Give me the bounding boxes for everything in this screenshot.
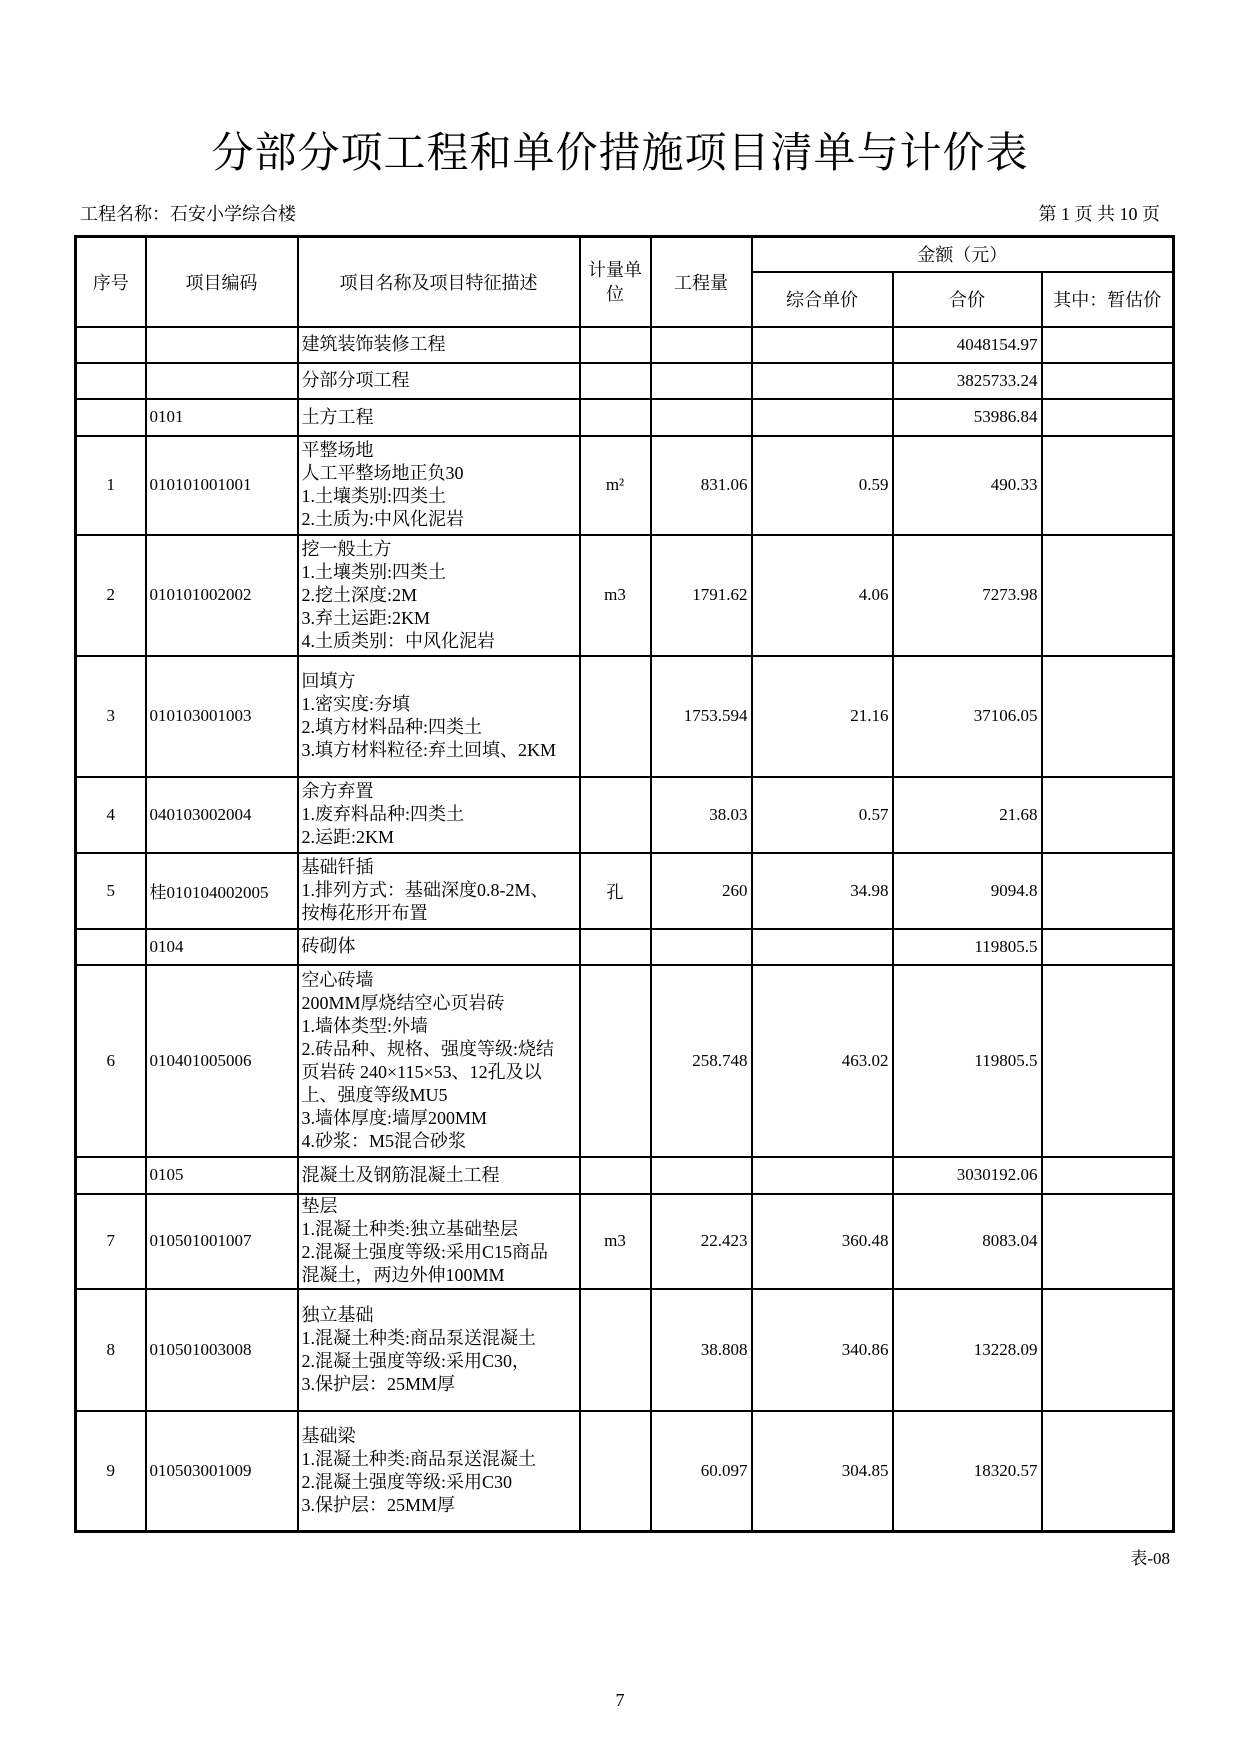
row-total: 37106.05 <box>893 656 1042 777</box>
table-code: 表-08 <box>1130 1549 1170 1568</box>
row-total: 490.33 <box>893 436 1042 535</box>
description-line: 挖一般土方 <box>301 538 392 559</box>
row-unit <box>580 1289 651 1411</box>
row-description <box>298 965 580 1157</box>
row-provisional <box>1042 777 1174 853</box>
description-line: 4.砂浆：M5混合砂浆 <box>301 1130 467 1151</box>
row-quantity <box>651 1157 752 1194</box>
row-code: 040103002004 <box>146 777 298 853</box>
row-code: 010101002002 <box>146 535 298 656</box>
row-total: 8083.04 <box>893 1194 1042 1289</box>
header-qty: 工程量 <box>651 237 752 327</box>
description-line: 砖砌体 <box>301 936 356 956</box>
row-provisional <box>1042 1289 1174 1411</box>
row-provisional <box>1042 436 1174 535</box>
description-line: 基础梁 <box>301 1425 356 1446</box>
row-description <box>298 363 580 399</box>
row-quantity: 258.748 <box>651 965 752 1157</box>
row-quantity: 38.03 <box>651 777 752 853</box>
description-line: 1.排列方式：基础深度0.8-2M、 <box>301 880 549 900</box>
row-description <box>298 929 580 965</box>
row-provisional <box>1042 1194 1174 1289</box>
description-line: 页岩砖 240×115×53、12孔及以 <box>301 1061 542 1082</box>
header-amount: 金额（元） <box>752 237 1174 272</box>
row-code: 0101 <box>146 399 298 436</box>
row-unit <box>580 327 651 363</box>
row-code <box>146 327 298 363</box>
row-quantity: 1791.62 <box>651 535 752 656</box>
row-unit-price: 304.85 <box>752 1411 893 1532</box>
table-row <box>76 535 1174 656</box>
page-number: 7 <box>615 1690 625 1710</box>
description-line: 上、强度等级MU5 <box>301 1084 448 1105</box>
row-code: 0105 <box>146 1157 298 1194</box>
row-seq: 4 <box>76 777 146 853</box>
description-line: 1.密实度:夯填 <box>301 694 411 714</box>
description-line: 3.墙体厚度:墙厚200MM <box>301 1107 488 1128</box>
row-unit <box>580 1157 651 1194</box>
row-seq <box>76 363 146 399</box>
description-line: 1.混凝土种类:独立基础垫层 <box>301 1219 518 1239</box>
row-seq: 6 <box>76 965 146 1157</box>
table-row <box>76 399 1174 436</box>
description-line: 3.保护层：25MM厚 <box>301 1373 456 1394</box>
row-quantity: 38.808 <box>651 1289 752 1411</box>
row-description <box>298 436 580 535</box>
row-description <box>298 1289 580 1411</box>
row-seq: 5 <box>76 853 146 929</box>
row-description <box>298 656 580 777</box>
row-unit: m3 <box>580 1194 651 1289</box>
row-unit-price: 34.98 <box>752 853 893 929</box>
description-line: 混凝土及钢筋混凝土工程 <box>301 1164 500 1185</box>
row-provisional <box>1042 965 1174 1157</box>
description-line: 2.混凝土强度等级:采用C30 <box>301 1471 513 1492</box>
row-provisional <box>1042 1157 1174 1194</box>
header-code: 项目编码 <box>146 237 298 327</box>
row-quantity: 260 <box>651 853 752 929</box>
description-line: 1.混凝土种类:商品泵送混凝土 <box>301 1448 536 1469</box>
description-line: 按梅花形开布置 <box>301 903 428 923</box>
row-code: 桂010104002005 <box>146 853 298 929</box>
row-total: 7273.98 <box>893 535 1042 656</box>
description-line: 1.废弃料品种:四类土 <box>301 804 465 824</box>
table-row <box>76 1289 1174 1411</box>
description-line: 回填方 <box>301 671 356 691</box>
description-line: 余方弃置 <box>301 781 374 801</box>
description-line: 空心砖墙 <box>301 969 374 990</box>
row-description <box>298 327 580 363</box>
row-total: 4048154.97 <box>893 327 1042 363</box>
row-code: 010501003008 <box>146 1289 298 1411</box>
row-description <box>298 535 580 656</box>
row-seq <box>76 327 146 363</box>
row-unit <box>580 777 651 853</box>
row-seq <box>76 929 146 965</box>
description-line: 建筑装饰装修工程 <box>301 334 446 354</box>
table-row <box>76 1411 1174 1532</box>
row-unit-price: 360.48 <box>752 1194 893 1289</box>
description-line: 1.土壤类别:四类土 <box>301 486 447 506</box>
description-line: 2.土质为:中风化泥岩 <box>301 509 465 529</box>
description-line: 3.弃土运距:2KM <box>301 607 431 628</box>
row-code: 010103001003 <box>146 656 298 777</box>
description-line: 2.运距:2KM <box>301 827 395 847</box>
row-seq: 3 <box>76 656 146 777</box>
row-total: 119805.5 <box>893 929 1042 965</box>
row-unit-price: 0.57 <box>752 777 893 853</box>
row-provisional <box>1042 399 1174 436</box>
row-code: 010501001007 <box>146 1194 298 1289</box>
row-unit-price <box>752 399 893 436</box>
description-line: 1.混凝土种类:商品泵送混凝土 <box>301 1327 536 1348</box>
row-unit <box>580 363 651 399</box>
description-line: 200MM厚烧结空心页岩砖 <box>301 992 505 1013</box>
row-unit-price <box>752 929 893 965</box>
table-row <box>76 929 1174 965</box>
row-unit <box>580 399 651 436</box>
row-code: 010401005006 <box>146 965 298 1157</box>
description-line: 4.土质类别：中风化泥岩 <box>301 630 495 651</box>
project-name: 工程名称：石安小学综合楼 <box>80 204 296 224</box>
row-unit-price: 21.16 <box>752 656 893 777</box>
header-provisional: 其中：暂估价 <box>1042 272 1174 327</box>
header-total: 合价 <box>893 272 1042 327</box>
row-unit-price: 4.06 <box>752 535 893 656</box>
row-provisional <box>1042 327 1174 363</box>
row-unit: 孔 <box>580 853 651 929</box>
header-desc: 项目名称及项目特征描述 <box>298 237 580 327</box>
row-seq: 2 <box>76 535 146 656</box>
header-unit: 计量单位 <box>580 237 651 327</box>
description-line: 2.砖品种、规格、强度等级:烧结 <box>301 1038 554 1059</box>
description-line: 独立基础 <box>301 1304 374 1325</box>
description-line: 1.墙体类型:外墙 <box>301 1015 429 1036</box>
row-description <box>298 853 580 929</box>
row-unit: m3 <box>580 535 651 656</box>
row-quantity <box>651 327 752 363</box>
description-line: 混凝土，两边外伸100MM <box>301 1265 505 1285</box>
table-row <box>76 853 1174 929</box>
row-provisional <box>1042 853 1174 929</box>
row-total: 119805.5 <box>893 965 1042 1157</box>
row-total: 53986.84 <box>893 399 1042 436</box>
row-unit: m² <box>580 436 651 535</box>
row-description <box>298 1411 580 1532</box>
row-description <box>298 777 580 853</box>
description-line: 3.保护层：25MM厚 <box>301 1494 456 1515</box>
row-unit-price: 0.59 <box>752 436 893 535</box>
header-seq: 序号 <box>76 237 146 327</box>
description-line: 土方工程 <box>301 406 374 427</box>
table-row <box>76 1157 1174 1194</box>
row-unit <box>580 929 651 965</box>
row-provisional <box>1042 929 1174 965</box>
row-code <box>146 363 298 399</box>
row-unit <box>580 656 651 777</box>
row-provisional <box>1042 535 1174 656</box>
table-row <box>76 1194 1174 1289</box>
table-row <box>76 436 1174 535</box>
row-quantity: 831.06 <box>651 436 752 535</box>
row-unit <box>580 965 651 1157</box>
row-provisional <box>1042 363 1174 399</box>
table-row <box>76 656 1174 777</box>
row-unit-price: 463.02 <box>752 965 893 1157</box>
description-line: 1.土壤类别:四类土 <box>301 561 447 582</box>
row-seq <box>76 1157 146 1194</box>
table-row <box>76 327 1174 363</box>
description-line: 2.混凝土强度等级:采用C30， <box>301 1350 531 1371</box>
row-quantity <box>651 929 752 965</box>
description-line: 2.混凝土强度等级:采用C15商品 <box>301 1242 549 1262</box>
pricing-table <box>74 235 1175 1533</box>
row-provisional <box>1042 656 1174 777</box>
row-unit-price <box>752 363 893 399</box>
row-total: 3825733.24 <box>893 363 1042 399</box>
description-line: 3.填方材料粒径:弃土回填、2KM <box>301 740 557 760</box>
description-line: 人工平整场地正负30 <box>301 463 464 483</box>
description-line: 2.填方材料品种:四类土 <box>301 717 483 737</box>
row-total: 9094.8 <box>893 853 1042 929</box>
row-description <box>298 1157 580 1194</box>
description-line: 平整场地 <box>301 440 374 460</box>
row-seq: 8 <box>76 1289 146 1411</box>
row-unit-price: 340.86 <box>752 1289 893 1411</box>
row-seq <box>76 399 146 436</box>
description-line: 基础钎插 <box>301 857 374 877</box>
row-quantity <box>651 363 752 399</box>
row-code: 010101001001 <box>146 436 298 535</box>
row-seq: 7 <box>76 1194 146 1289</box>
row-code: 010503001009 <box>146 1411 298 1532</box>
row-provisional <box>1042 1411 1174 1532</box>
header-unit-price: 综合单价 <box>752 272 893 327</box>
row-unit <box>580 1411 651 1532</box>
row-total: 3030192.06 <box>893 1157 1042 1194</box>
row-quantity <box>651 399 752 436</box>
description-line: 2.挖土深度:2M <box>301 584 418 605</box>
row-seq: 1 <box>76 436 146 535</box>
row-seq: 9 <box>76 1411 146 1532</box>
row-code: 0104 <box>146 929 298 965</box>
page-title: 分部分项工程和单价措施项目清单与计价表 <box>211 128 1029 177</box>
row-quantity: 1753.594 <box>651 656 752 777</box>
row-unit-price <box>752 327 893 363</box>
row-quantity: 22.423 <box>651 1194 752 1289</box>
table-row <box>76 965 1174 1157</box>
description-line: 分部分项工程 <box>301 370 410 390</box>
description-line: 垫层 <box>301 1196 338 1216</box>
row-quantity: 60.097 <box>651 1411 752 1532</box>
row-description <box>298 1194 580 1289</box>
row-unit-price <box>752 1157 893 1194</box>
row-total: 21.68 <box>893 777 1042 853</box>
table-row <box>76 363 1174 399</box>
page-info: 第 1 页 共 10 页 <box>1038 204 1160 224</box>
row-total: 13228.09 <box>893 1289 1042 1411</box>
table-body <box>76 327 1174 1532</box>
row-description <box>298 399 580 436</box>
table-row <box>76 777 1174 853</box>
row-total: 18320.57 <box>893 1411 1042 1532</box>
